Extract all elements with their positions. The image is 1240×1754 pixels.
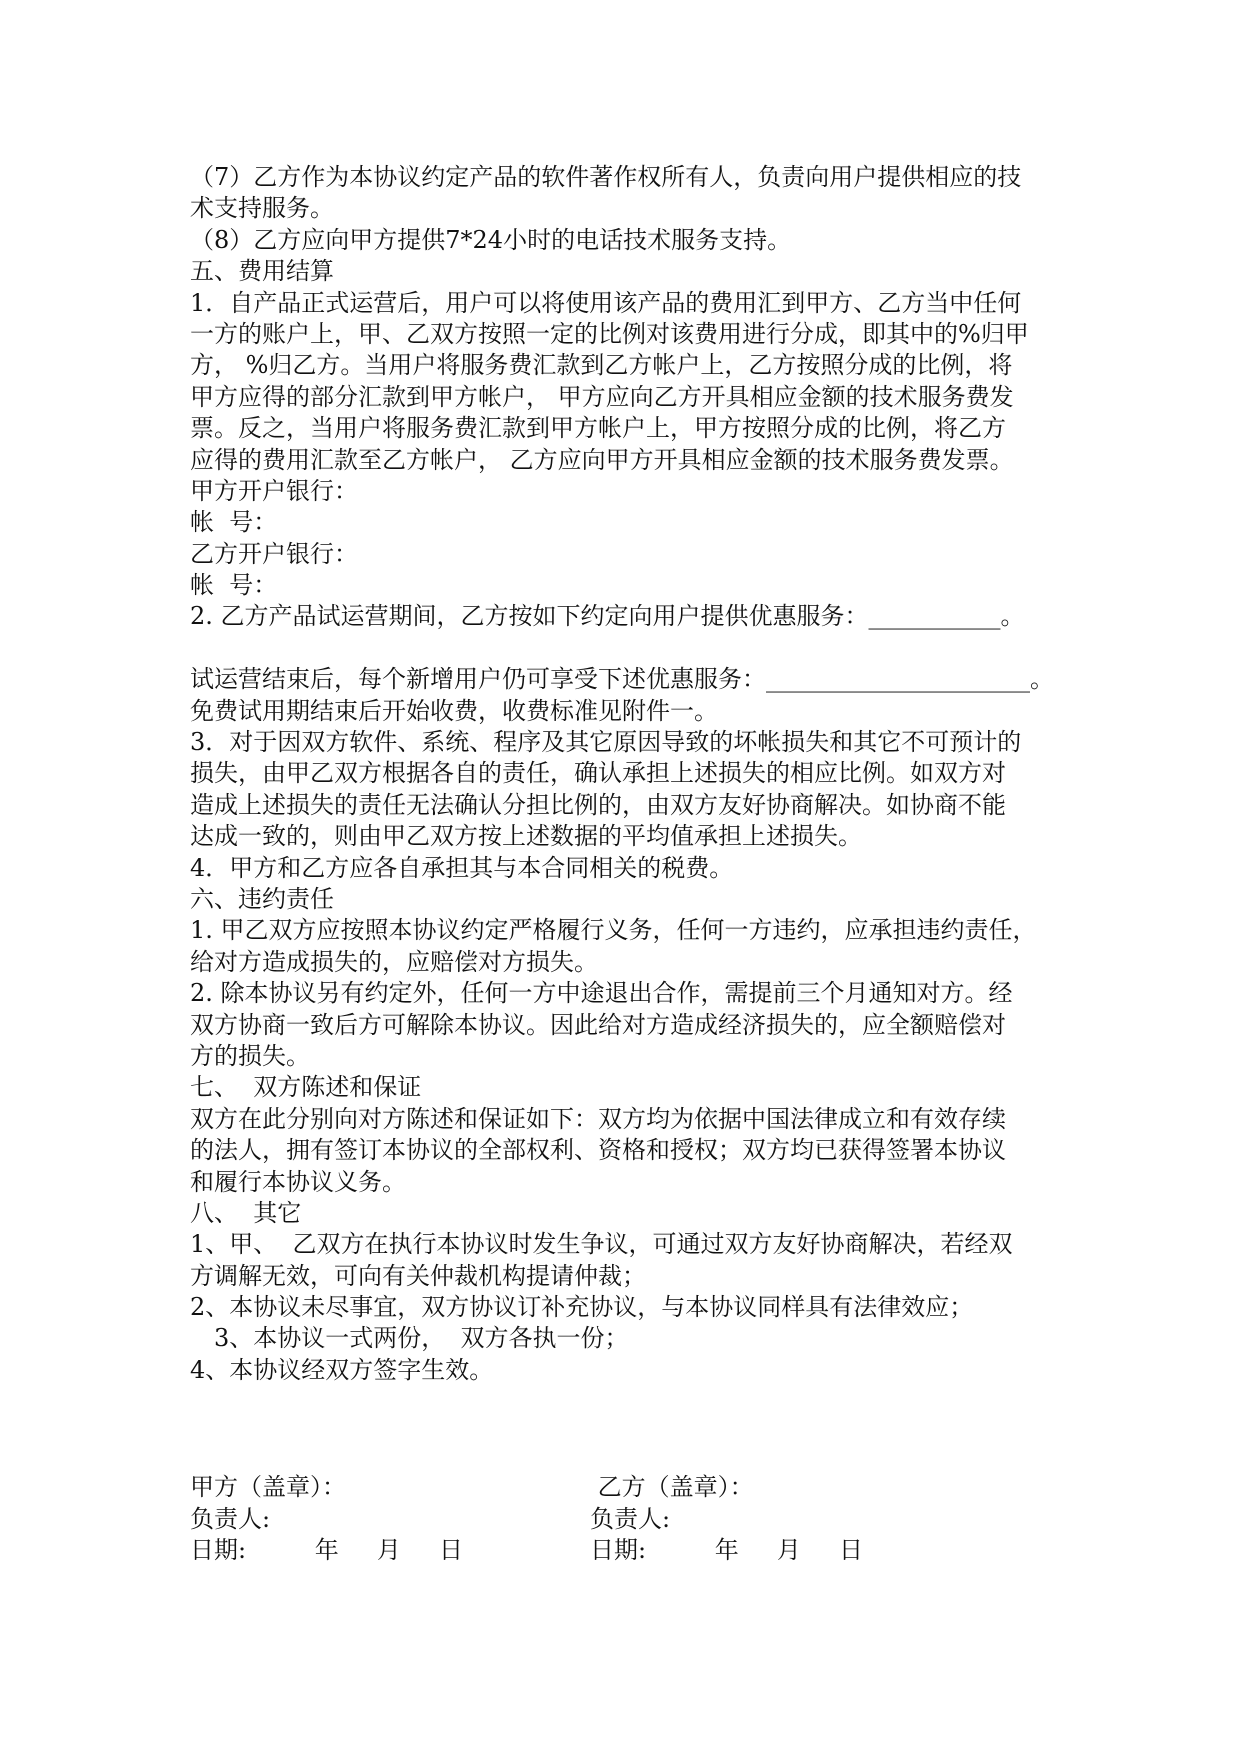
fee-clause-3-line-4: 达成一致的，则由甲乙双方按上述数据的平均值承担上述损失。 bbox=[190, 822, 862, 851]
party-b-bank: 乙方开户银行： bbox=[190, 539, 358, 568]
fee-clause-3-line-2: 损失，由甲乙双方根据各自的责任，确认承担上述损失的相应比例。如双方对 bbox=[190, 759, 1006, 788]
breach-clause-2-line-3: 方的损失。 bbox=[190, 1041, 310, 1070]
fee-clause-1-line-6: 应得的费用汇款至乙方帐户， 乙方应向甲方开具相应金额的技术服务费发票。 bbox=[190, 445, 1014, 474]
breach-clause-1-line-1: 1. 甲乙双方应按照本协议约定严格履行义务，任何一方违约，应承担违约责任， bbox=[190, 916, 1037, 945]
party-b-representative-label: 负责人: bbox=[590, 1504, 671, 1533]
fee-clause-1-line-3: 方， %归乙方。当用户将服务费汇款到乙方帐户上，乙方按照分成的比例，将 bbox=[190, 351, 1013, 380]
blank-line bbox=[190, 633, 1070, 664]
other-clause-1-line-2: 方调解无效，可向有关仲裁机构提请仲裁； bbox=[190, 1261, 646, 1290]
section-7-heading: 七、 双方陈述和保证 bbox=[190, 1073, 422, 1102]
clause-8: （8）乙方应向甲方提供7*24小时的电话技术服务支持。 bbox=[190, 225, 792, 254]
breach-clause-1-line-2: 给对方造成损失的，应赔偿对方损失。 bbox=[190, 947, 598, 976]
fee-clause-3-line-3: 造成上述损失的责任无法确认分担比例的，由双方友好协商解决。如协商不能 bbox=[190, 790, 1006, 819]
fee-clause-1-line-1: 1．自产品正式运营后，用户可以将使用该产品的费用汇到甲方、乙方当中任何 bbox=[190, 288, 1022, 317]
party-a-representative-label: 负责人: bbox=[190, 1504, 271, 1533]
section-5-heading: 五、费用结算 bbox=[190, 257, 334, 286]
party-b-seal-label: 乙方（盖章）： bbox=[590, 1473, 754, 1501]
party-a-date-label: 日期: 年 月 日 bbox=[190, 1536, 464, 1565]
party-b-account: 帐 号： bbox=[190, 571, 278, 600]
party-a-seal-label: 甲方（盖章）： bbox=[190, 1473, 346, 1501]
date-row bbox=[190, 1535, 1070, 1567]
breach-clause-2-line-2: 双方协商一致后方可解除本协议。因此给对方造成经济损失的，应全额赔偿对 bbox=[190, 1010, 1006, 1039]
other-clause-4: 4、本协议经双方签字生效。 bbox=[190, 1355, 494, 1384]
clause-7-line-2: 术支持服务。 bbox=[190, 194, 334, 223]
clause-7-line-1: （7）乙方作为本协议约定产品的软件著作权所有人，负责向用户提供相应的技 bbox=[190, 163, 1022, 191]
representations-line-1: 双方在此分别向对方陈述和保证如下：双方均为依据中国法律成立和有效存续 bbox=[190, 1104, 1006, 1133]
fee-clause-2-line-2: 试运营结束后，每个新增用户仍可享受下述优惠服务：______________________。 bbox=[190, 665, 1054, 694]
fee-clause-3-line-1: 3．对于因双方软件、系统、程序及其它原因导致的坏帐损失和其它不可预计的 bbox=[190, 728, 1022, 757]
seal-row bbox=[190, 1472, 1070, 1504]
fee-clause-1-line-2: 一方的账户上，甲、乙双方按照一定的比例对该费用进行分成，即其中的%归甲 bbox=[190, 319, 1029, 348]
section-6-heading: 六、违约责任 bbox=[190, 884, 334, 913]
contract-body bbox=[190, 162, 1070, 1386]
other-clause-1-line-1: 1、甲、 乙双方在执行本协议时发生争议，可通过双方友好协商解决，若经双 bbox=[190, 1230, 1013, 1259]
fee-clause-2-line-1: 2. 乙方产品试运营期间，乙方按如下约定向用户提供优惠服务：___________。 bbox=[190, 602, 1025, 631]
representations-line-2: 的法人，拥有签订本协议的全部权利、资格和授权；双方均已获得签署本协议 bbox=[190, 1136, 1006, 1165]
party-a-bank: 甲方开户银行： bbox=[190, 476, 358, 505]
breach-clause-2-line-1: 2. 除本协议另有约定外，任何一方中途退出合作，需提前三个月通知对方。经 bbox=[190, 979, 1013, 1008]
fee-clause-4: 4．甲方和乙方应各自承担其与本合同相关的税费。 bbox=[190, 853, 734, 882]
fee-clause-1-line-5: 票。反之，当用户将服务费汇款到甲方帐户上，甲方按照分成的比例，将乙方 bbox=[190, 414, 1006, 443]
other-clause-2: 2、本协议未尽事宜，双方协议订补充协议，与本协议同样具有法律效应； bbox=[190, 1293, 974, 1322]
representations-line-3: 和履行本协议义务。 bbox=[190, 1167, 406, 1196]
fee-clause-1-line-4: 甲方应得的部分汇款到甲方帐户， 甲方应向乙方开具相应金额的技术服务费发 bbox=[190, 382, 1014, 411]
other-clause-3: 3、本协议一式两份， 双方各执一份； bbox=[214, 1324, 629, 1353]
representative-row bbox=[190, 1504, 1070, 1536]
signature-block bbox=[190, 1472, 1070, 1567]
party-b-date-label: 日期: 年 月 日 bbox=[590, 1536, 864, 1565]
section-8-heading: 八、 其它 bbox=[190, 1198, 302, 1227]
party-a-account: 帐 号： bbox=[190, 508, 278, 537]
fee-clause-2-line-3: 免费试用期结束后开始收费，收费标准见附件一。 bbox=[190, 696, 718, 725]
